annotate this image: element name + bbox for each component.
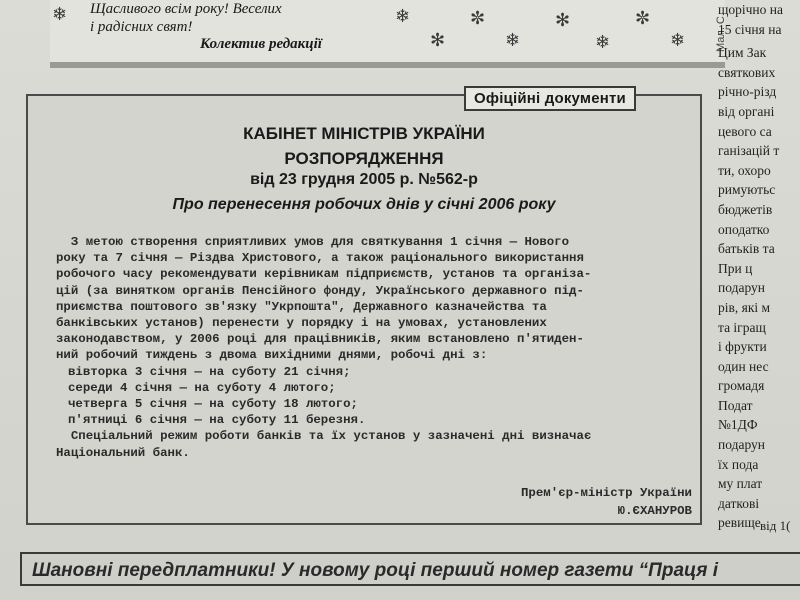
right-column-line: подарун [718,280,765,296]
list-item: п'ятниці 6 січня — на суботу 11 березня. [68,413,366,428]
right-column-line: Подат [718,397,753,413]
body-line: року та 7 січня — Різдва Христового, а також раціонального використання [56,251,584,266]
body-line: З метою створення сприятливих умов для святкування 1 січня — Нового [56,235,570,249]
right-column-line: ганізацій т [718,143,780,159]
closing-line: Спеціальний режим роботи банків та їх установ у зазначені дні визначає [56,429,592,444]
snowflake-ornament-icon: ✻ [555,10,571,30]
list-item: четверга 5 січня — на суботу 18 лютого; [68,397,358,412]
date-fragment: від 1( [760,518,791,533]
snowflake-ornament-icon: ❄ [670,30,686,50]
signer-name: Ю.ЄХАНУРОВ [617,504,692,518]
document-body [56,234,691,461]
right-column-line: цевого са [718,123,772,139]
right-column-line: щорічно на [718,2,784,17]
right-column-line: та ігращ [718,319,766,335]
greeting-line-1: Щасливого всім року! Веселих [90,1,282,17]
snowflake-ornament-icon: ❄ [505,30,521,50]
right-column-line: святкових [718,64,776,80]
list-item: вівторка 3 січня — на суботу 21 січня; [68,364,351,379]
document-date-number: від 23 грудня 2005 р. №562-р [250,171,478,188]
right-column-text [718,0,800,545]
greeting-line-2: і радісних свят! [90,19,193,35]
right-column-line: №1ДФ [718,417,758,433]
right-column-line: му плат [718,476,763,492]
greeting-signature: Колектив редакції [200,36,322,52]
right-column-line: ти, охоро [718,162,771,178]
right-column-line: ревище [718,515,761,531]
greeting-banner [50,0,725,68]
right-column-line: їх пода [718,456,759,472]
right-column-line: річно-різд [718,84,777,100]
snowflake-ornament-icon: ✼ [470,8,486,28]
right-column-line: подарун [718,437,765,453]
body-line: ний робочий тиждень з двома вихідними днями, робочі дні з: [56,348,488,363]
body-line: цій (за винятком органів Пенсійного фонду, Українського державного під- [56,283,584,298]
right-column-line: громадя [718,378,765,394]
right-column-line: бюджетів [718,201,773,217]
right-column-line: даткові [718,495,760,511]
body-line: робочого часу рекомендувати керівникам підприємств, установ та організа- [56,267,592,282]
snowflake-ornament-icon: ✻ [430,30,446,50]
subscriber-banner: Шановні передплатники! У новому році перший номер газети “Праця і [20,552,800,586]
section-label: Офіційні документи [464,86,636,111]
signer-title: Прем'єр-міністр України [520,486,692,500]
official-document-box [26,94,702,525]
list-item: середи 4 січня — на суботу 4 лютого; [68,380,336,395]
right-column-line: батьків та [718,241,775,257]
illustration-caption: Мал. С. [715,13,727,52]
snowflake-ornament-icon: ❄ [595,32,611,52]
right-column-line: При ц [718,260,753,276]
right-column-line: і фрукти [718,339,767,355]
closing-line: Національний банк. [56,445,190,460]
body-line: законодавством, у 2006 році для працівників, яким встановлено п'ятиден- [56,332,584,347]
snowflake-ornament-icon: ❄ [395,6,411,26]
right-column-line: римуютьс [718,182,776,198]
document-issuer: КАБІНЕТ МІНІСТРІВ УКРАЇНИ [243,124,485,143]
document-type: РОЗПОРЯДЖЕННЯ [284,149,444,168]
snowflake-ornament-icon: ❄ [52,4,68,24]
body-line: банківських установ) перенести у порядку і на умовах, установлених [56,316,547,331]
document-subject: Про перенесення робочих днів у січні 2006 року [172,196,556,213]
body-line: приємства поштового зв'язку "Укрпошта", Державного казначейства та [56,299,547,314]
snowflake-ornament-icon: ✼ [635,8,651,28]
greeting-text [90,0,390,36]
right-column-line: від органі [718,103,775,119]
right-column-line: 15 січня на [718,21,782,37]
right-column-line: рів, які м [718,299,771,315]
right-column-line: один нес [718,358,769,374]
right-column-line: Цим Зак [718,45,767,61]
right-column-line: оподатко [718,221,770,237]
